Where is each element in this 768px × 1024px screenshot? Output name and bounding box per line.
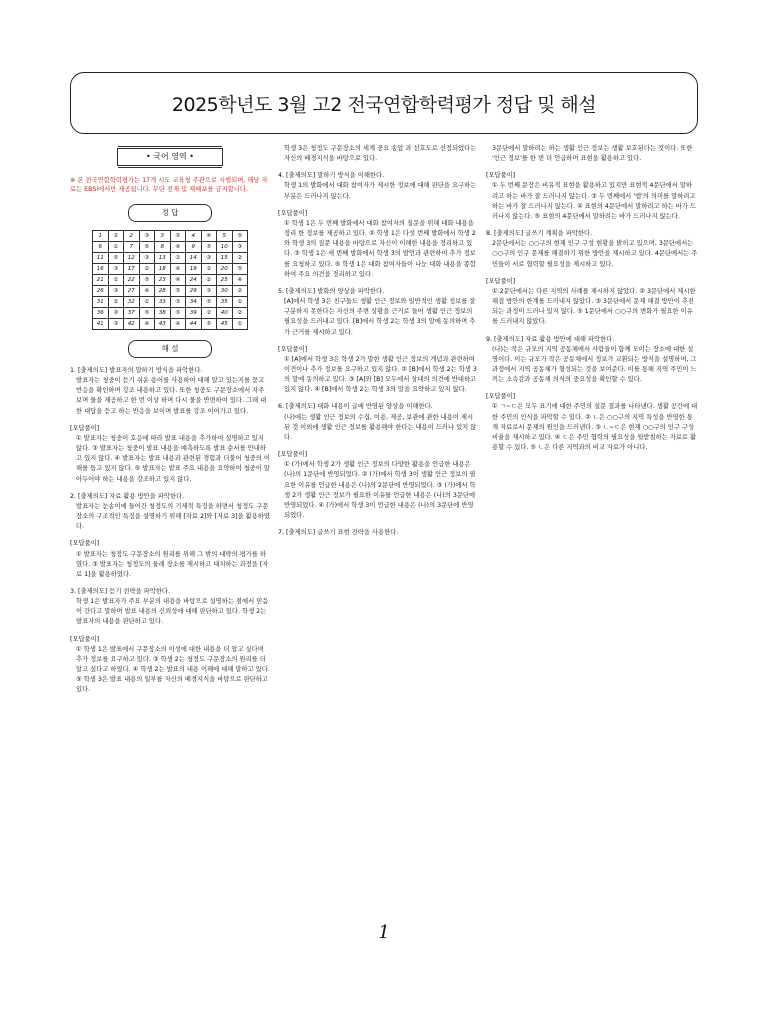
explanation-text: (나)는 작은 규모의 지역 공동체에서 사람들이 함께 모이는 장소에 대한 설명이다. 이는 규모가 작은 공동체에서 정보가 교환되는 방식을 설명하며, 그 과정에서 지역 공동체가 형성되는 것을 보여준다. 이를 통해 지역 주민이 느끼는 소속감과 공동체 의식의 중요성을 확인할 수 있다. [492, 345, 697, 384]
explanation-heading: [오답풀이] [486, 277, 516, 285]
answer-row [93, 308, 248, 319]
explanation-heading: [오답풀이] [486, 393, 516, 401]
column-1 [70, 144, 270, 703]
explanation-heading: 9. [출제의도] 자료 활용 방안에 대해 파악한다. [486, 335, 615, 343]
explanation-heading: 8. [출제의도] 글쓰기 계획을 파악한다. [486, 230, 593, 238]
column-2 [278, 144, 478, 545]
question-number: 18 [155, 264, 171, 275]
answer-choice: ① [232, 297, 248, 308]
question-number: 10 [217, 242, 233, 253]
explanation-heading: [오답풀이] [70, 540, 100, 548]
answer-choice: ④ [139, 286, 155, 297]
answer-choice: ⑤ [232, 231, 248, 242]
explanation-item [70, 587, 270, 628]
column-3-body [486, 144, 698, 453]
explanation-text: 3문단에서 말하려는 하는 생활 인근 정보는 생활 보호된다는 것이다. 또한 '인근 정보'를 한 번 더 언급하며 표현을 활용하고 있다. [492, 145, 693, 163]
explanation-label-text: 해 설 [161, 343, 179, 353]
explanation-heading: [오답풀이] [70, 635, 100, 643]
question-number: 45 [217, 319, 233, 330]
question-number: 43 [155, 319, 171, 330]
answer-choice: ③ [139, 231, 155, 242]
explanation-text: 학생 3은 청정도 구문장소의 세계 중요 송압 과 선호도로 선정되었다는 자신의 배경지식을 바탕으로 있다. [284, 145, 477, 163]
answer-row [93, 297, 248, 308]
explanation-text: 학생 1은 발표자가 주요 부분의 내용을 바탕으로 설명하는 점에서 믿음이 간다고 말하며 발표 내용의 신뢰성에 대해 판단하고 있다. 학생 2는 발표자의 내용을 판단하고 있다. [76, 598, 269, 626]
question-number: 7 [124, 242, 140, 253]
subject-title: • 국어 영역 • [146, 151, 194, 161]
explanation-item [486, 277, 698, 328]
column-3 [486, 144, 698, 460]
question-number: 29 [186, 286, 202, 297]
answer-choice: ③ [108, 319, 124, 330]
explanation-heading: [오답풀이] [70, 424, 100, 432]
answer-choice: ③ [108, 308, 124, 319]
question-number: 36 [93, 308, 109, 319]
answer-choice: ② [201, 308, 217, 319]
explanation-text: ① (가)에서 학생 2가 생활 인근 정보의 다양한 활용을 언급한 내용은 (나)의 1문단에 반영되었다. ② (가)에서 학생 3이 생활 인근 정보의 필요한 이유를 언급한 내용은 (나)의 2문단에 반영되었다. ③ (가)에서 학생 2가 생활 인근 정보가 필요한 이유를 언급한 내용은 (나)의 3문단에 반영되었다. ④ (가)에서 학생 3이 언급한 내용은 (나)의 3문단에 반영되었다. [284, 461, 476, 519]
explanation-item [278, 528, 478, 538]
question-number: 28 [155, 286, 171, 297]
question-number: 35 [217, 297, 233, 308]
explanation-item [278, 345, 478, 396]
answer-label-text: 정 답 [161, 207, 179, 217]
explanation-text: [A]에서 학생 3은 친구들도 생활 인근 정보와 일반적인 생활 정보를 잘 구분하지 못한다는 자신의 주변 상황을 근거로 들어 생활 인근 정보의 필요성을 드러내고 있다. [B]에서 학생 2는 학생 3의 말에 동의하며 추가 근거를 제시하고 있다. [284, 298, 476, 336]
answer-label [128, 204, 212, 222]
answer-choice: ④ [170, 275, 186, 286]
subject-header [117, 148, 223, 166]
explanation-text: ① 학생 1은 발표에서 구문장소의 이성에 대한 내용을 더 알고 싶다며 추가 정보를 요구하고 있다. ③ 학생 2는 청정도 구문장소의 원리를 더 알고 싶다고 하였다. ④ 학생 2는 발표의 내용 이해에 대해 말하고 있다. ⑤ 학생 3은 발표 내용의 일부를 자신의 배경지식을 바탕으로 판단하고 있다. [76, 645, 270, 694]
answer-row [93, 231, 248, 242]
explanation-item [486, 229, 698, 270]
explanation-item [278, 287, 478, 338]
question-number: 17 [124, 264, 140, 275]
answer-choice: ② [232, 308, 248, 319]
explanation-item [70, 635, 270, 696]
explanation-text: 2문단에서는 ○○구의 현재 인구 구성 현황을 밝히고 있으며, 3문단에서는 ○○구의 인구 문제를 해결하기 위한 방안을 제시하고 있다. 4문단에서는 주민들이 서로 협력할 필요성을 제시하고 있다. [492, 240, 698, 268]
answer-choice: ① [108, 242, 124, 253]
answer-row [93, 242, 248, 253]
question-number: 21 [93, 275, 109, 286]
answer-choice: ② [232, 286, 248, 297]
question-number: 12 [124, 253, 140, 264]
answer-choice: ③ [232, 242, 248, 253]
answer-row [93, 264, 248, 275]
question-number: 1 [93, 231, 109, 242]
explanation-item [70, 366, 270, 417]
explanation-text: ① ㄱ~ㄷ은 모두 표기에 대한 주민의 설문 결과를 나타낸다. 생활 공간에 대한 주민의 인식을 파악할 수 있다. ② ㄴ은 ○○구의 지역 특성을 반영한 통계 자료로서 문제의 원인을 드러낸다. ③ ㄴ~ㄷ은 현재 ○○구의 인구 구성 비율을 제시하고 있다. ④ ㄷ은 주민 협력의 필요성을 뒷받침하는 자료로 활용할 수 있다. ⑤ ㄴ은 다른 지역과의 비교 자료가 아니다. [492, 403, 698, 452]
answer-choice: ⑤ [170, 286, 186, 297]
explanation-heading: 4. [출제의도] 말하기 방식을 이해한다. [278, 172, 385, 180]
page-title: 2025학년도 3월 고2 전국연합학력평가 정답 및 해설 [171, 93, 597, 116]
question-number: 19 [186, 264, 202, 275]
answer-row [93, 275, 248, 286]
explanation-item [278, 450, 478, 521]
explanation-heading: 6. [출제의도] 대화 내용이 글에 반영된 양상을 이해한다. [278, 403, 433, 411]
question-number: 42 [124, 319, 140, 330]
answer-choice: ⑤ [170, 231, 186, 242]
question-number: 23 [155, 275, 171, 286]
answer-choice: ⑤ [139, 275, 155, 286]
explanation-text: ① [A]에서 학생 3은 학생 2가 말한 생활 인근 정보의 개념과 관련하여 이견이나 추가 정보를 요구하고 있지 않다. ② [B]에서 학생 2는 학생 3의 말에 동의하고 있다. ③ [A]와 [B] 모두에서 상대의 의견에 반대하고 있지 않다. ④ [B]에서 학생 2는 학생 3의 말을 요약하고 있지 않다. [284, 355, 477, 394]
question-number: 44 [186, 319, 202, 330]
explanation-heading: 5. [출제의도] 발화의 양상을 파악한다. [278, 287, 385, 295]
answer-choice: ③ [201, 286, 217, 297]
answer-choice: ⑤ [201, 297, 217, 308]
question-number: 38 [155, 308, 171, 319]
answer-choice: ④ [170, 264, 186, 275]
question-number: 40 [217, 308, 233, 319]
question-number: 39 [186, 308, 202, 319]
question-number: 8 [155, 242, 171, 253]
answer-choice: ③ [108, 286, 124, 297]
explanation-heading: 7. [출제의도] 글쓰기 표현 전략을 사용한다. [278, 529, 399, 537]
question-number: 2 [124, 231, 140, 242]
answer-choice: ② [139, 264, 155, 275]
answer-row [93, 286, 248, 297]
answer-choice: ⑤ [201, 242, 217, 253]
answer-row [93, 319, 248, 330]
question-number: 6 [93, 242, 109, 253]
explanation-item [70, 424, 270, 485]
answer-choice: ⑤ [232, 264, 248, 275]
question-number: 3 [155, 231, 171, 242]
question-number: 5 [217, 231, 233, 242]
explanation-text: 발표자는 청중이 듣기 쉬운 용어를 사용하여 대해 알고 있는지를 묻고 반응을 확인하며 강조 내용하고 있다. 또한 청중도 구문장소에서 자주 보며 물을 제공하고 한 번 이상 하며 다시 물을 반면하여 있다. 그래 대한 대답을 듣고 하는 반응을 보이며 발표를 강조 이어가고 있다. [76, 377, 267, 415]
explanation-item [278, 402, 478, 443]
question-number: 32 [124, 297, 140, 308]
question-number: 11 [93, 253, 109, 264]
question-number: 9 [186, 242, 202, 253]
explanation-text: ① 학생 1은 두 번째 발화에서 대화 참여자의 질문을 위해 대화 내용을 정리 한 정보를 제공하고 있다. ② 학생 1은 다섯 번째 발화에서 학생 2와 학생 3의 질문 내용을 바탕으로 자신이 이해한 내용을 정리하고 있다. ③ 학생 1은 세 번째 발화에서 학생 3의 발언과 관련하여 추가 정보를 요청하고 있다. ⑤ 학생 1은 대화 참여자들이 나눈 대화 내용을 종합하여 주요 의견을 정리하고 있다. [284, 219, 476, 278]
answer-choice: ⑤ [201, 319, 217, 330]
explanation-heading: [오답풀이] [486, 172, 516, 180]
answer-choice: ⑤ [170, 308, 186, 319]
explanation-heading: 3. [출제의도] 듣기 전략을 파악한다. [70, 587, 171, 595]
question-number: 37 [124, 308, 140, 319]
answer-choice: ① [139, 297, 155, 308]
answer-choice: ⑤ [139, 308, 155, 319]
page-title-box [70, 72, 698, 134]
question-number: 24 [186, 275, 202, 286]
question-number: 27 [124, 286, 140, 297]
answer-choice: ④ [170, 319, 186, 330]
answer-choice: ② [108, 231, 124, 242]
column-1-body [70, 366, 270, 696]
explanation-heading: 1. [출제의도] 발표자의 말하기 방식을 파악한다. [70, 367, 203, 374]
question-number: 15 [217, 253, 233, 264]
question-number: 31 [93, 297, 109, 308]
answer-choice: ⑤ [139, 242, 155, 253]
question-number: 26 [93, 286, 109, 297]
answer-choice: ② [108, 275, 124, 286]
question-number: 41 [93, 319, 109, 330]
explanation-item [486, 144, 698, 164]
answer-choice: ④ [139, 319, 155, 330]
explanation-item [278, 171, 478, 201]
question-number: 20 [217, 264, 233, 275]
answer-choice: ② [232, 253, 248, 264]
explanation-item [486, 392, 698, 453]
explanation-item [486, 171, 698, 222]
answer-choice: ① [201, 275, 217, 286]
answer-choice: ③ [139, 253, 155, 264]
copyright-notice: ※ 본 전국연합학력평가는 17개 시도 교육청 주관으로 시행되며, 해당 자료는 EBSi에서만 제공됩니다. 무단 전재 및 재배포를 금지합니다. [70, 177, 268, 193]
column-2-body [278, 144, 478, 538]
answer-choice: ② [201, 264, 217, 275]
question-number: 25 [217, 275, 233, 286]
explanation-text: 학생 1의 발화에서 대화 참여자가 제시한 정보에 대해 판단을 요구하는 부분은 드러나지 않는다. [284, 182, 477, 200]
answer-choice: ③ [201, 253, 217, 264]
answer-choice: ② [108, 297, 124, 308]
explanation-text: ① 발표자는 청중이 호응에 따라 발표 내용을 추가하여 설명하고 있지 않다. ③ 발표자는 청중이 발표 내용을 예측하도록 발표 순서를 안내하고 있지 않다. ④ 발표자는 발표 내용과 관련된 경험과 더불어 청중의 이해를 돕고 있지 않다. ⑤ 발표자는 발표 주요 내용을 요약하여 청중이 알아두어야 하는 내용을 강조하고 있지 않다. [76, 434, 270, 483]
question-number: 13 [155, 253, 171, 264]
explanation-heading: [오답풀이] [278, 345, 308, 353]
question-number: 30 [217, 286, 233, 297]
question-number: 14 [186, 253, 202, 264]
explanation-item [70, 539, 270, 580]
question-number: 4 [186, 231, 202, 242]
explanation-heading: 2. [출제의도] 자료 활용 방안을 파악한다. [70, 492, 185, 500]
question-number: 33 [155, 297, 171, 308]
answer-choice: ④ [170, 242, 186, 253]
explanation-text: (나)에는 생활 인근 정보의 수집, 이용, 제공, 보관에 관한 내용이 제시된 것 이외에 생활 인근 정보를 활용해야 한다는 내용이 드러나 있지 않다. [284, 413, 477, 441]
explanation-item [486, 335, 698, 386]
explanation-item [278, 209, 478, 280]
answer-choice: ⑤ [108, 253, 124, 264]
answer-choice: ① [232, 319, 248, 330]
question-number: 22 [124, 275, 140, 286]
explanation-heading: [오답풀이] [278, 209, 308, 217]
explanation-label [128, 340, 212, 358]
explanation-heading: [오답풀이] [278, 451, 308, 459]
explanation-item [70, 492, 270, 533]
explanation-text: 발표자는 눈송이에 들어간 청정도의 기제적 특징을 하면서 청정도 구문장소의 구조적인 특징을 설명하기 위해 [자료 2]와 [자료 3]을 활용하였다. [76, 502, 271, 531]
answer-choice: ④ [232, 275, 248, 286]
answer-table [92, 230, 248, 330]
explanation-text: ① 두 번째 문장은 비유적 표현을 활용하고 있지만 표현적 4문단에서 말하려고 하는 바가 잘 드러나지 않는다. ③ 두 번째에서 '앱'의 의미를 말하려고 하는 바가 잘 드러나지 않는다. ④ 표현의 4문단에서 말하려고 하는 바가 드러나지 않는다. ⑤ 표현의 4문단에서 말하려는 바가 드러나지 않는다. [492, 182, 696, 220]
answer-row [93, 253, 248, 264]
page-number: 1 [378, 922, 390, 943]
answer-choice: ③ [108, 264, 124, 275]
explanation-text: ① 2문단에서는 다른 지역의 사례를 제시하지 않았다. ② 3문단에서 제시한 해결 방안의 한계를 드러내지 않았다. ③ 3문단에서 문제 해결 방안이 추진되는 과정이 드러나 있지 않다. ⑤ 1문단에서 ○○구의 변화가 필요한 이유를 드러내지 않았다. [492, 287, 696, 326]
answer-choice: ② [170, 253, 186, 264]
answer-choice: ③ [170, 297, 186, 308]
explanation-text: ① 발표자는 청정도 구문장소의 원리를 위해 그 밖의 대략의 평가를 하였다. ③ 발표자는 청정도의 둘레 장소를 제시하고 대치하는 과정을 [자료 1]을 활용하였다. [76, 550, 269, 578]
question-number: 16 [93, 264, 109, 275]
explanation-item [278, 144, 478, 164]
answer-choice: ④ [201, 231, 217, 242]
question-number: 34 [186, 297, 202, 308]
